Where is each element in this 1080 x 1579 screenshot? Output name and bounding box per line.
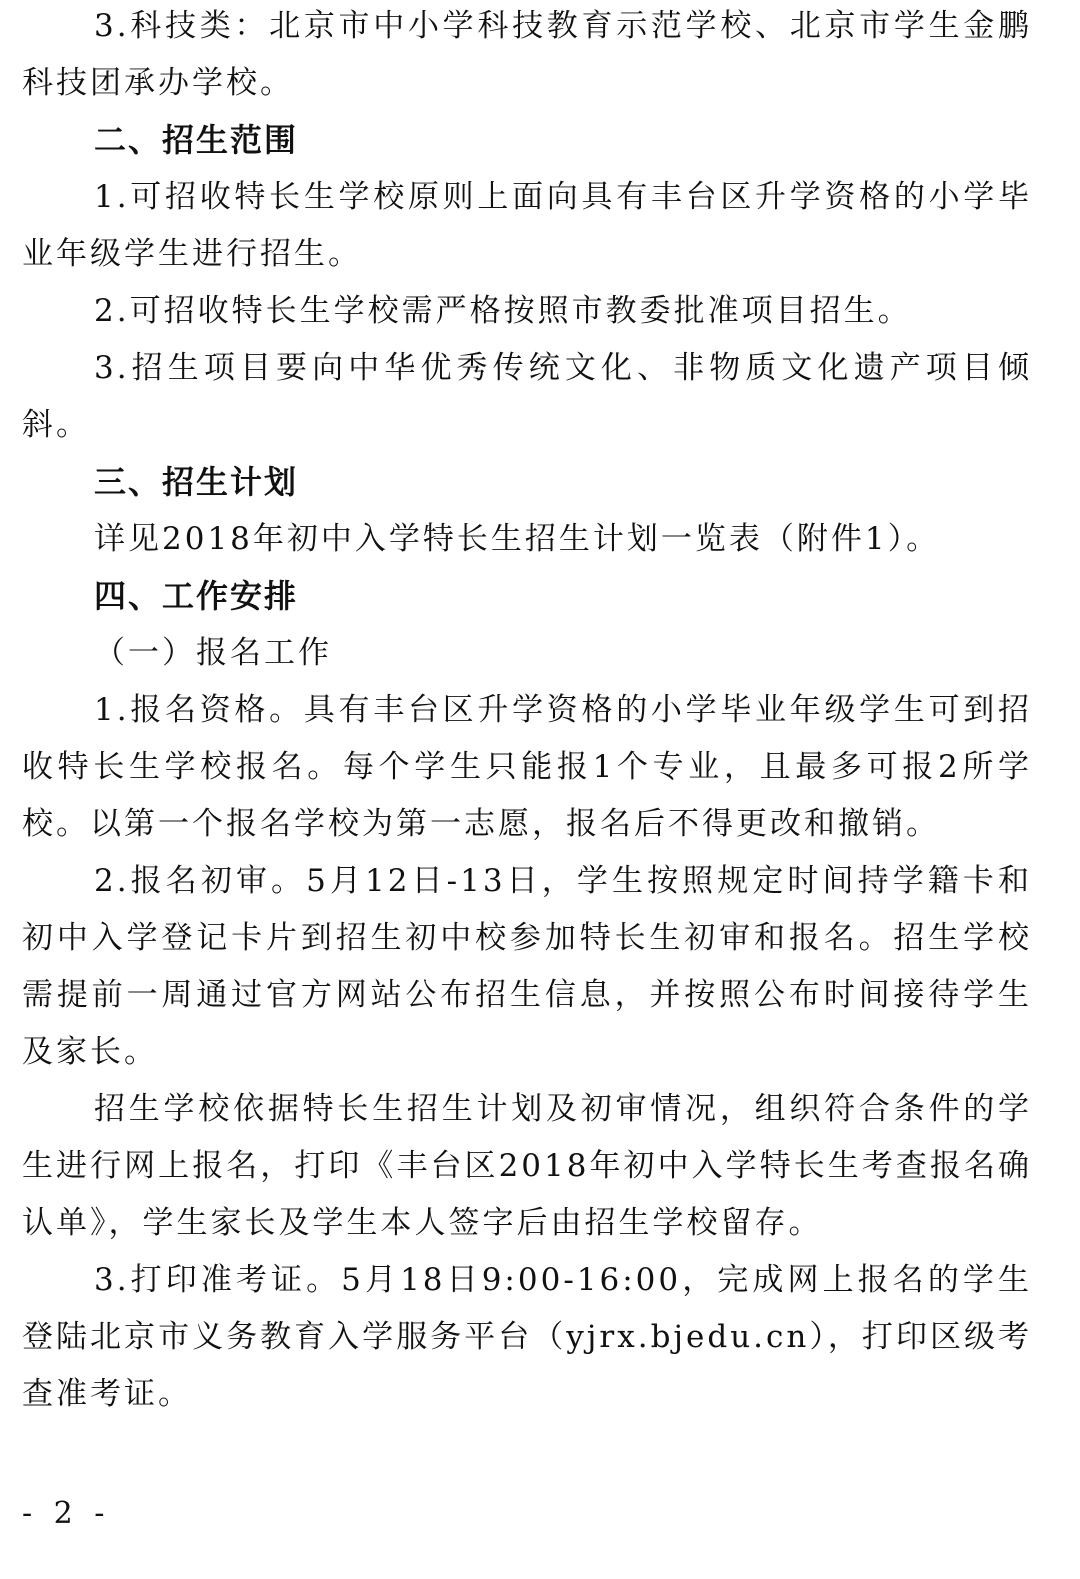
paragraph-registration-eligibility: 1.报名资格。具有丰台区升学资格的小学毕业年级学生可到招收特长生学校报名。每个学生只能报1个专业，且最多可报2所学校。以第一个报名学校为第一志愿，报名后不得更改和撤销。 (22, 692, 1032, 842)
paragraph-scope-3: 3.招生项目要向中华优秀传统文化、非物质文化遗产项目倾斜。 (22, 350, 1032, 443)
paragraph-online-registration: 招生学校依据特长生招生计划及初审情况，组织符合条件的学生进行网上报名，打印《丰台区2018年初中入学特长生考查报名确认单》，学生家长及学生本人签字后由招生学校留存。 (22, 1091, 1032, 1241)
paragraph-registration-preliminary-review: 2.报名初审。5月12日-13日，学生按照规定时间持学籍卡和初中入学登记卡片到招生初中校参加特长生初审和报名。招生学校需提前一周通过官方网站公布招生信息，并按照公布时间接待学生及家长。 (22, 863, 1032, 1070)
heading-enrollment-plan: 三、招生计划 (94, 463, 299, 501)
document-body (22, 0, 1032, 1423)
heading-work-arrangement: 四、工作安排 (94, 577, 299, 615)
heading-enrollment-scope: 二、招生范围 (94, 121, 299, 159)
paragraph-plan-details: 详见2018年初中入学特长生招生计划一览表（附件1）。 (94, 521, 941, 557)
paragraph-print-admission-ticket: 3.打印准考证。5月18日9:00-16:00，完成网上报名的学生登陆北京市义务教育入学服务平台（yjrx.bjedu.cn），打印区级考查准考证。 (22, 1262, 1032, 1412)
paragraph-tech-category: 3.科技类：北京市中小学科技教育示范学校、北京市学生金鹏科技团承办学校。 (22, 8, 1032, 101)
subheading-registration-work: （一）报名工作 (94, 635, 332, 671)
paragraph-scope-1: 1.可招收特长生学校原则上面向具有丰台区升学资格的小学毕业年级学生进行招生。 (22, 179, 1032, 272)
paragraph-scope-2: 2.可招收特长生学校需严格按照市教委批准项目招生。 (94, 293, 912, 329)
page-number: - 2 - (22, 1496, 111, 1531)
